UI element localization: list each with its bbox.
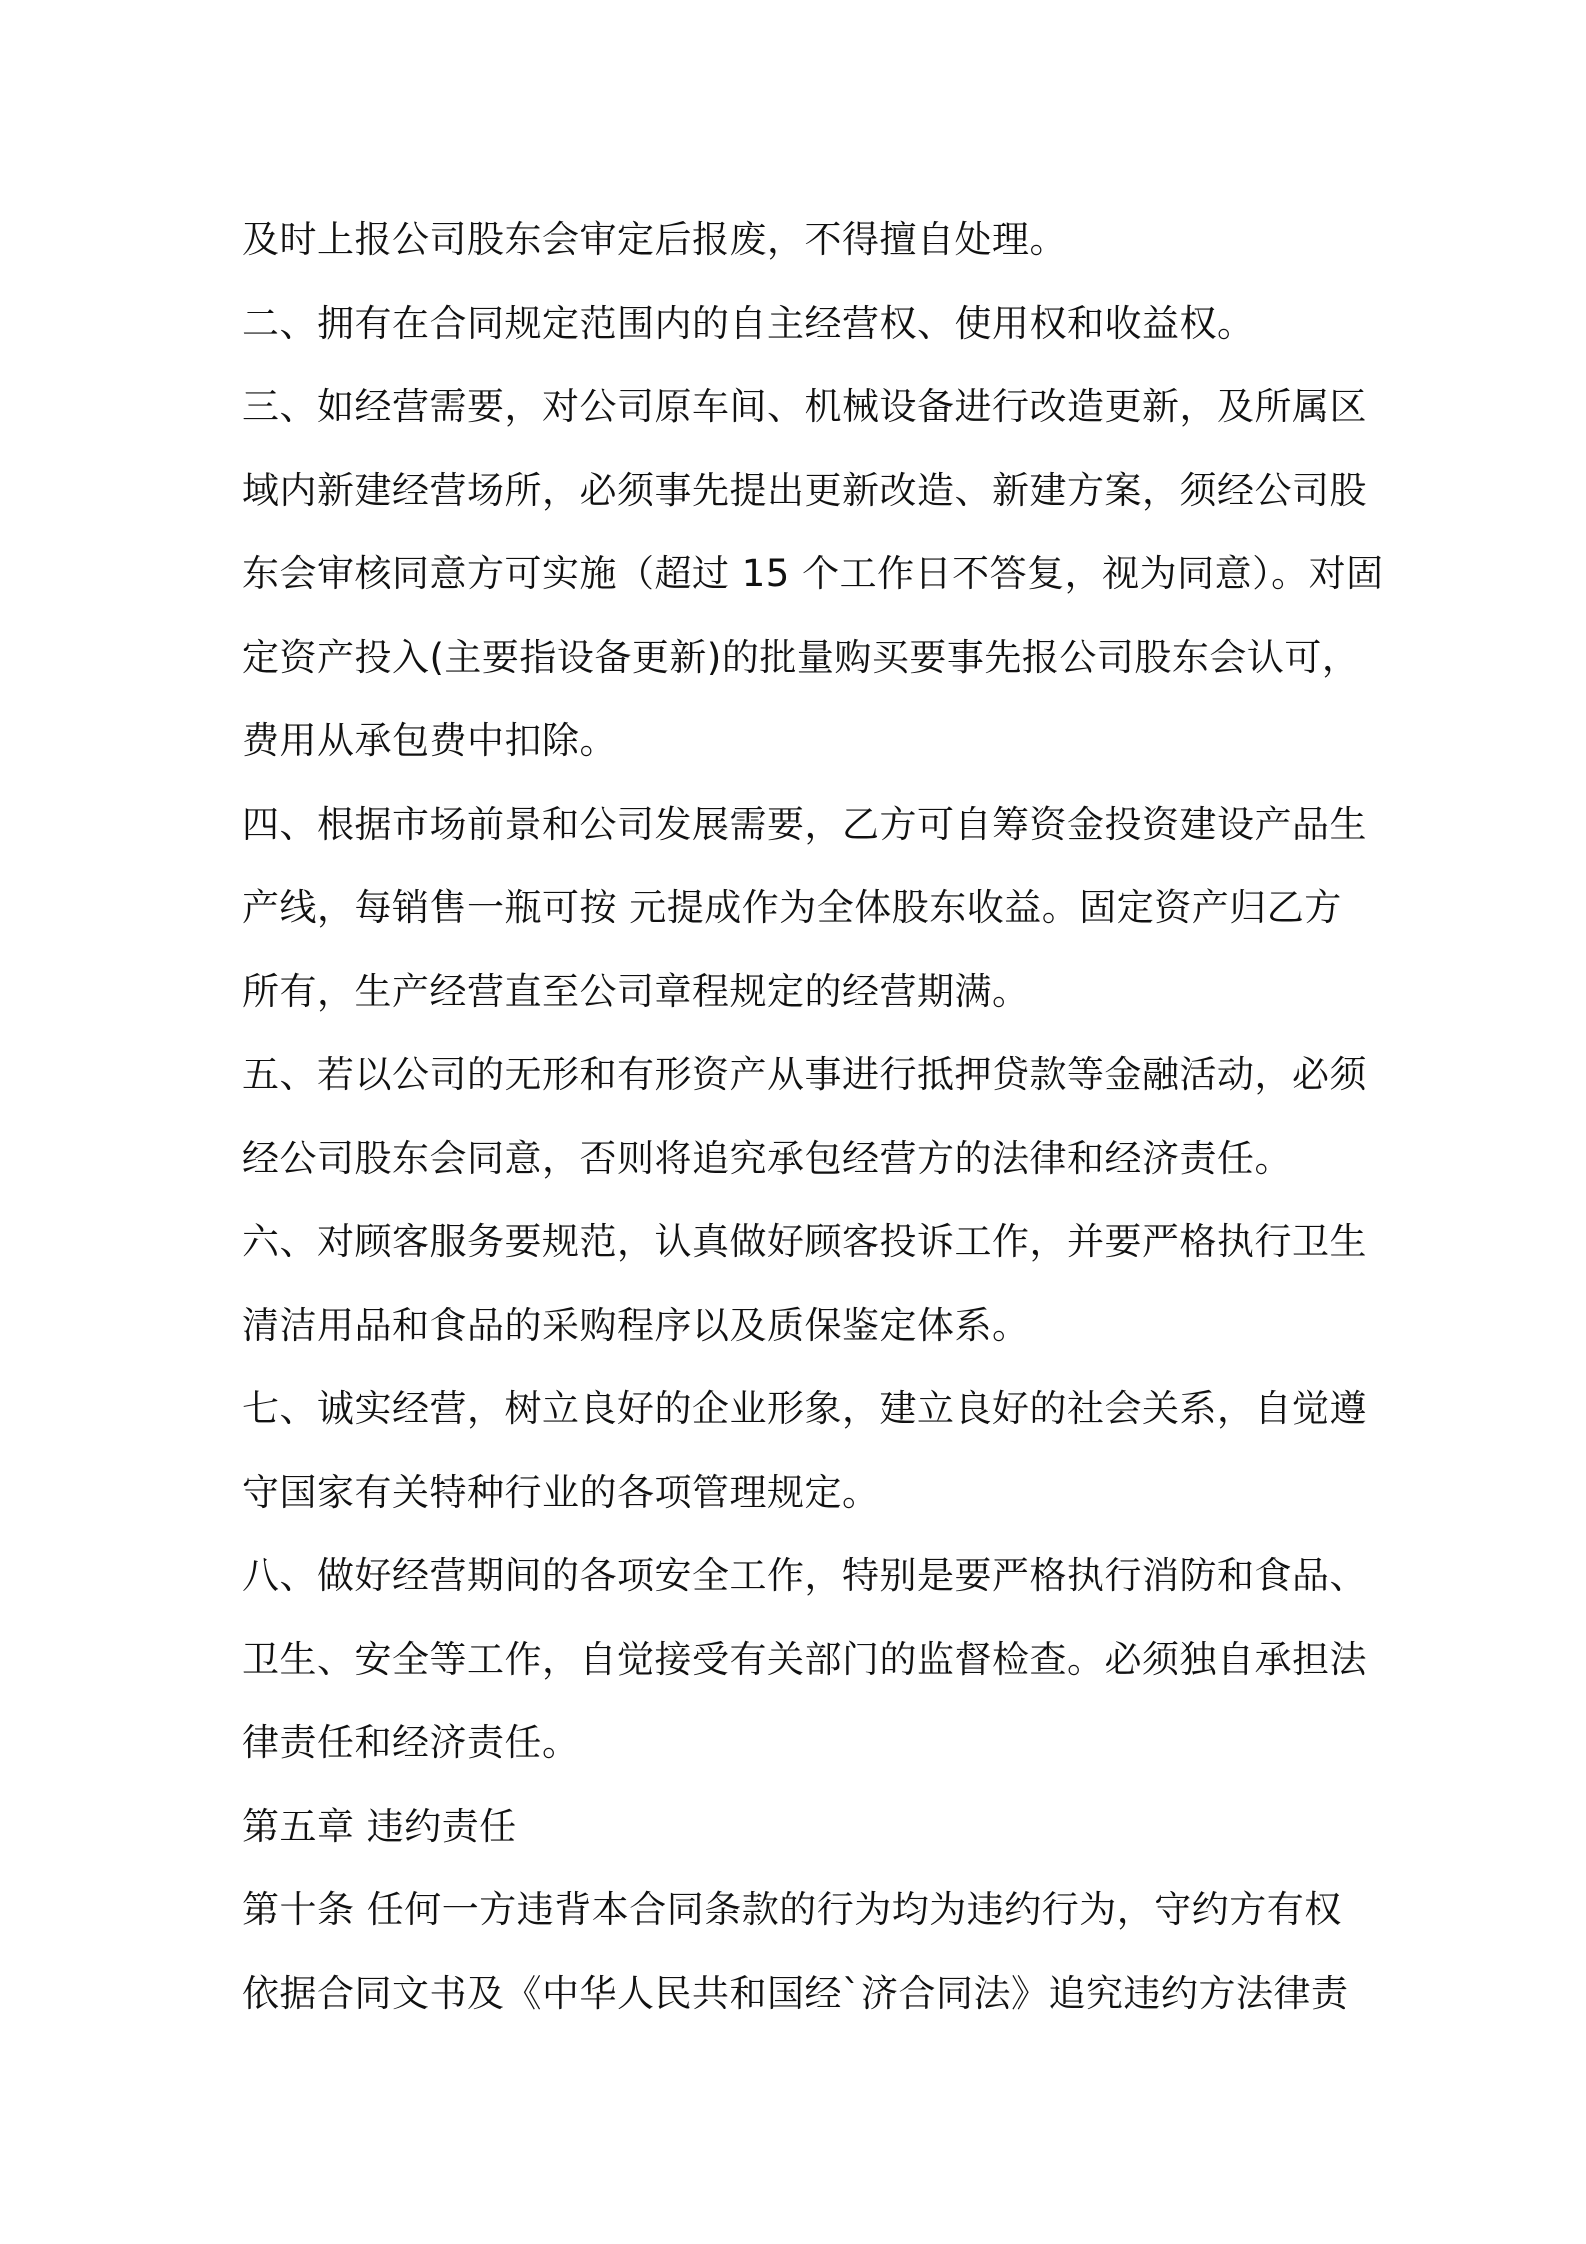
text-line: 第十条 任何一方违背本合同条款的行为均为违约行为，守约方有权 [242,1888,1342,1931]
text-line: 四、根据市场前景和公司发展需要，乙方可自筹资金投资建设产品生 [242,802,1367,846]
text-line: 守国家有关特种行业的各项管理规定。 [242,1470,880,1514]
document-body [242,198,1384,2035]
text-line: 律责任和经济责任。 [242,1721,580,1764]
text-line: 定资产投入(主要指设备更新)的批量购买要事先报公司股东会认可， [242,635,1360,679]
text-line: 五、若以公司的无形和有形资产从事进行抵押贷款等金融活动，必须 [242,1053,1367,1096]
text-line: 二、拥有在合同规定范围内的自主经营权、使用权和收益权。 [242,301,1255,345]
text-line: 六、对顾客服务要规范，认真做好顾客投诉工作，并要严格执行卫生 [242,1220,1367,1263]
text-line: 及时上报公司股东会审定后报废，不得擅自处理。 [242,218,1067,261]
text-line: 经公司股东会同意，否则将追究承包经营方的法律和经济责任。 [242,1136,1292,1180]
text-line: 费用从承包费中扣除。 [242,719,617,762]
text-line: 产线，每销售一瓶可按 元提成作为全体股东收益。固定资产归乙方 [242,886,1342,929]
text-line: 所有，生产经营直至公司章程规定的经营期满。 [242,969,1030,1013]
text-line: 东会审核同意方可实施（超过 15 个工作日不答复，视为同意）。对固 [242,552,1384,595]
chapter-heading: 第五章 违约责任 [242,1804,517,1848]
text-line: 三、如经营需要，对公司原车间、机械设备进行改造更新，及所属区 [242,385,1367,428]
text-line: 依据合同文书及《中华人民共和国经`济合同法》追究违约方法律责 [242,1971,1349,2015]
text-line: 八、做好经营期间的各项安全工作，特别是要严格执行消防和食品、 [242,1554,1367,1597]
text-line: 域内新建经营场所，必须事先提出更新改造、新建方案，须经公司股 [242,468,1367,512]
text-line: 卫生、安全等工作，自觉接受有关部门的监督检查。必须独自承担法 [242,1637,1367,1681]
text-line: 清洁用品和食品的采购程序以及质保鉴定体系。 [242,1303,1030,1347]
text-line: 七、诚实经营，树立良好的企业形象，建立良好的社会关系，自觉遵 [242,1387,1367,1430]
